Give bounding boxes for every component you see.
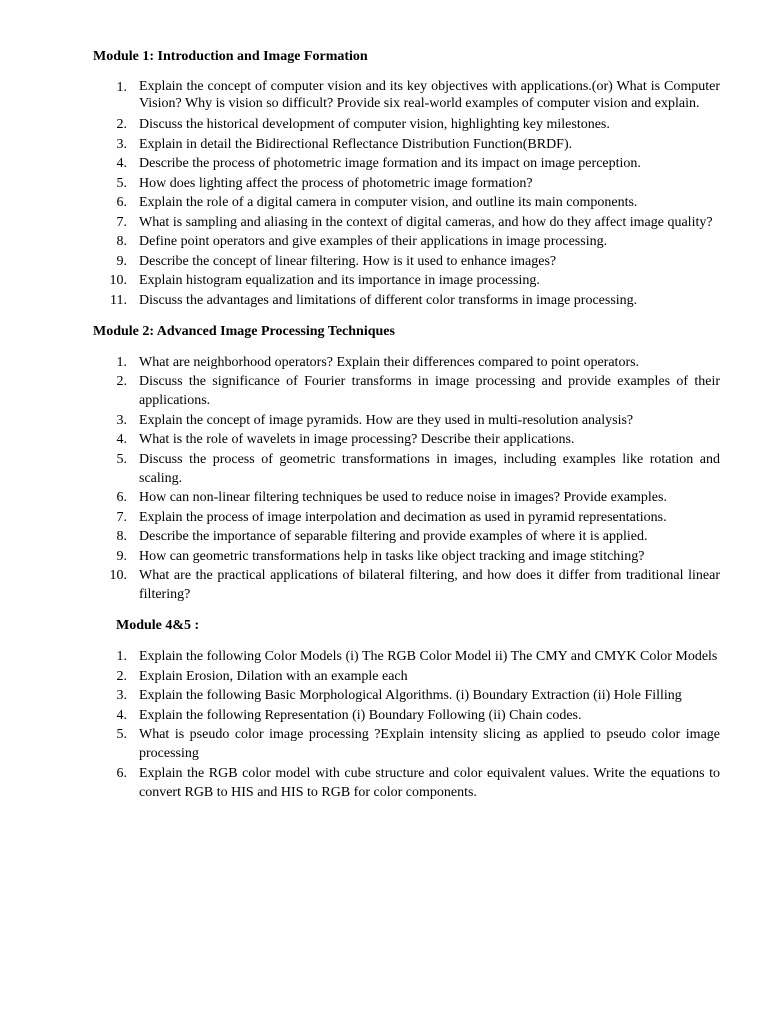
question-number: 8. bbox=[116, 529, 127, 544]
question-item bbox=[93, 527, 720, 546]
question-item bbox=[93, 372, 720, 410]
question-text: How can non-linear filtering techniques be used to reduce noise in images? Provide examples. bbox=[139, 490, 667, 505]
question-item bbox=[93, 547, 720, 566]
question-number: 3. bbox=[116, 412, 127, 428]
module-1-heading: Module 1: Introduction and Image Formation bbox=[93, 49, 368, 64]
question-text: Explain the following Color Models (i) The RGB Color Model ii) The CMY and CMYK Color Models bbox=[139, 649, 718, 664]
question-text: Explain the RGB color model with cube structure and color equivalent values. Write the equations to convert RGB to HIS and HIS to RGB for color components. bbox=[139, 765, 720, 800]
question-number: 10. bbox=[109, 568, 127, 583]
question-text: Explain the role of a digital camera in computer vision, and outline its main components. bbox=[139, 195, 638, 210]
question-number: 2. bbox=[116, 117, 127, 132]
question-number: 3. bbox=[116, 136, 127, 152]
question-number: 1. bbox=[116, 649, 127, 664]
module-2-question-list bbox=[93, 353, 720, 605]
question-text: Discuss the process of geometric transformations in images, including examples like rotation and scaling. bbox=[139, 451, 720, 486]
question-number: 7. bbox=[116, 509, 127, 525]
question-number: 1. bbox=[116, 80, 127, 95]
question-text: What are neighborhood operators? Explain their differences compared to point operators. bbox=[139, 354, 640, 370]
question-text: How can geometric transformations help in tasks like object tracking and image stitching? bbox=[139, 548, 645, 564]
question-item bbox=[93, 353, 720, 372]
question-item bbox=[93, 271, 720, 290]
question-text: What is sampling and aliasing in the context of digital cameras, and how do they affect image quality? bbox=[139, 214, 713, 230]
question-text: Explain the process of image interpolation and decimation as used in pyramid representations. bbox=[139, 509, 667, 525]
question-number: 10. bbox=[109, 273, 127, 288]
question-item bbox=[93, 488, 720, 507]
question-item bbox=[93, 411, 720, 430]
question-number: 4. bbox=[116, 432, 127, 447]
question-item bbox=[93, 686, 720, 705]
question-number: 5. bbox=[116, 727, 127, 742]
question-text: Explain the following Basic Morphological Algorithms. (i) Boundary Extraction (ii) Hole Filling bbox=[139, 688, 682, 703]
question-number: 8. bbox=[116, 234, 127, 249]
question-item bbox=[93, 566, 720, 604]
question-text: Explain the concept of computer vision and its key objectives with applications.(or) What is Computer Vision? Why is vision so difficult? Provide six real-world examples of computer vision and explain. bbox=[139, 79, 720, 111]
question-text: Describe the process of photometric image formation and its impact on image perception. bbox=[139, 156, 641, 171]
question-item bbox=[93, 115, 720, 134]
question-text: How does lighting affect the process of photometric image formation? bbox=[139, 175, 533, 191]
question-item bbox=[93, 508, 720, 527]
question-item bbox=[93, 647, 720, 666]
question-item bbox=[93, 667, 720, 686]
module-2-heading: Module 2: Advanced Image Processing Techniques bbox=[93, 323, 395, 339]
module-4-5-question-list bbox=[93, 647, 720, 802]
question-item bbox=[93, 78, 720, 112]
question-item bbox=[93, 252, 720, 271]
question-number: 2. bbox=[116, 374, 127, 389]
question-number: 5. bbox=[116, 175, 127, 191]
question-item bbox=[93, 232, 720, 251]
question-number: 2. bbox=[116, 668, 127, 684]
question-text: Describe the importance of separable filtering and provide examples of where it is applied. bbox=[139, 529, 648, 544]
question-number: 11. bbox=[110, 292, 127, 308]
module-1-question-list bbox=[93, 78, 720, 310]
question-text: Explain in detail the Bidirectional Reflectance Distribution Function(BRDF). bbox=[139, 136, 573, 152]
question-item bbox=[93, 193, 720, 212]
question-item bbox=[93, 213, 720, 232]
question-item bbox=[93, 154, 720, 173]
question-text: Discuss the significance of Fourier transforms in image processing and provide examples of their applications. bbox=[139, 374, 720, 408]
question-item bbox=[93, 764, 720, 802]
question-item bbox=[93, 725, 720, 763]
question-number: 5. bbox=[116, 451, 127, 467]
question-text: Discuss the historical development of computer vision, highlighting key milestones. bbox=[139, 117, 610, 132]
question-item bbox=[93, 174, 720, 193]
question-text: Explain the concept of image pyramids. How are they used in multi-resolution analysis? bbox=[139, 412, 634, 428]
question-number: 3. bbox=[116, 688, 127, 703]
question-text: What is the role of wavelets in image processing? Describe their applications. bbox=[139, 432, 575, 447]
question-number: 4. bbox=[116, 156, 127, 171]
question-item bbox=[93, 291, 720, 310]
question-number: 4. bbox=[116, 707, 127, 723]
question-item bbox=[93, 135, 720, 154]
question-number: 6. bbox=[116, 195, 127, 210]
question-number: 1. bbox=[116, 354, 127, 370]
question-number: 6. bbox=[116, 490, 127, 505]
question-text: Explain the following Representation (i) Boundary Following (ii) Chain codes. bbox=[139, 707, 582, 723]
question-text: Explain histogram equalization and its importance in image processing. bbox=[139, 273, 540, 288]
question-item bbox=[93, 706, 720, 725]
question-text: Discuss the advantages and limitations of different color transforms in image processing. bbox=[139, 292, 638, 308]
question-text: What is pseudo color image processing ?Explain intensity slicing as applied to pseudo color image processing bbox=[139, 727, 720, 761]
question-number: 9. bbox=[116, 253, 127, 269]
module-4-5-heading: Module 4&5 : bbox=[116, 618, 200, 633]
question-text: What are the practical applications of bilateral filtering, and how does it differ from traditional linear filtering? bbox=[139, 568, 720, 602]
question-number: 9. bbox=[116, 548, 127, 564]
question-text: Describe the concept of linear filtering. How is it used to enhance images? bbox=[139, 253, 557, 269]
question-item bbox=[93, 430, 720, 449]
question-text: Define point operators and give examples of their applications in image processing. bbox=[139, 234, 608, 249]
question-item bbox=[93, 450, 720, 488]
question-number: 6. bbox=[116, 765, 127, 781]
question-number: 7. bbox=[116, 214, 127, 230]
question-text: Explain Erosion, Dilation with an example each bbox=[139, 668, 408, 684]
